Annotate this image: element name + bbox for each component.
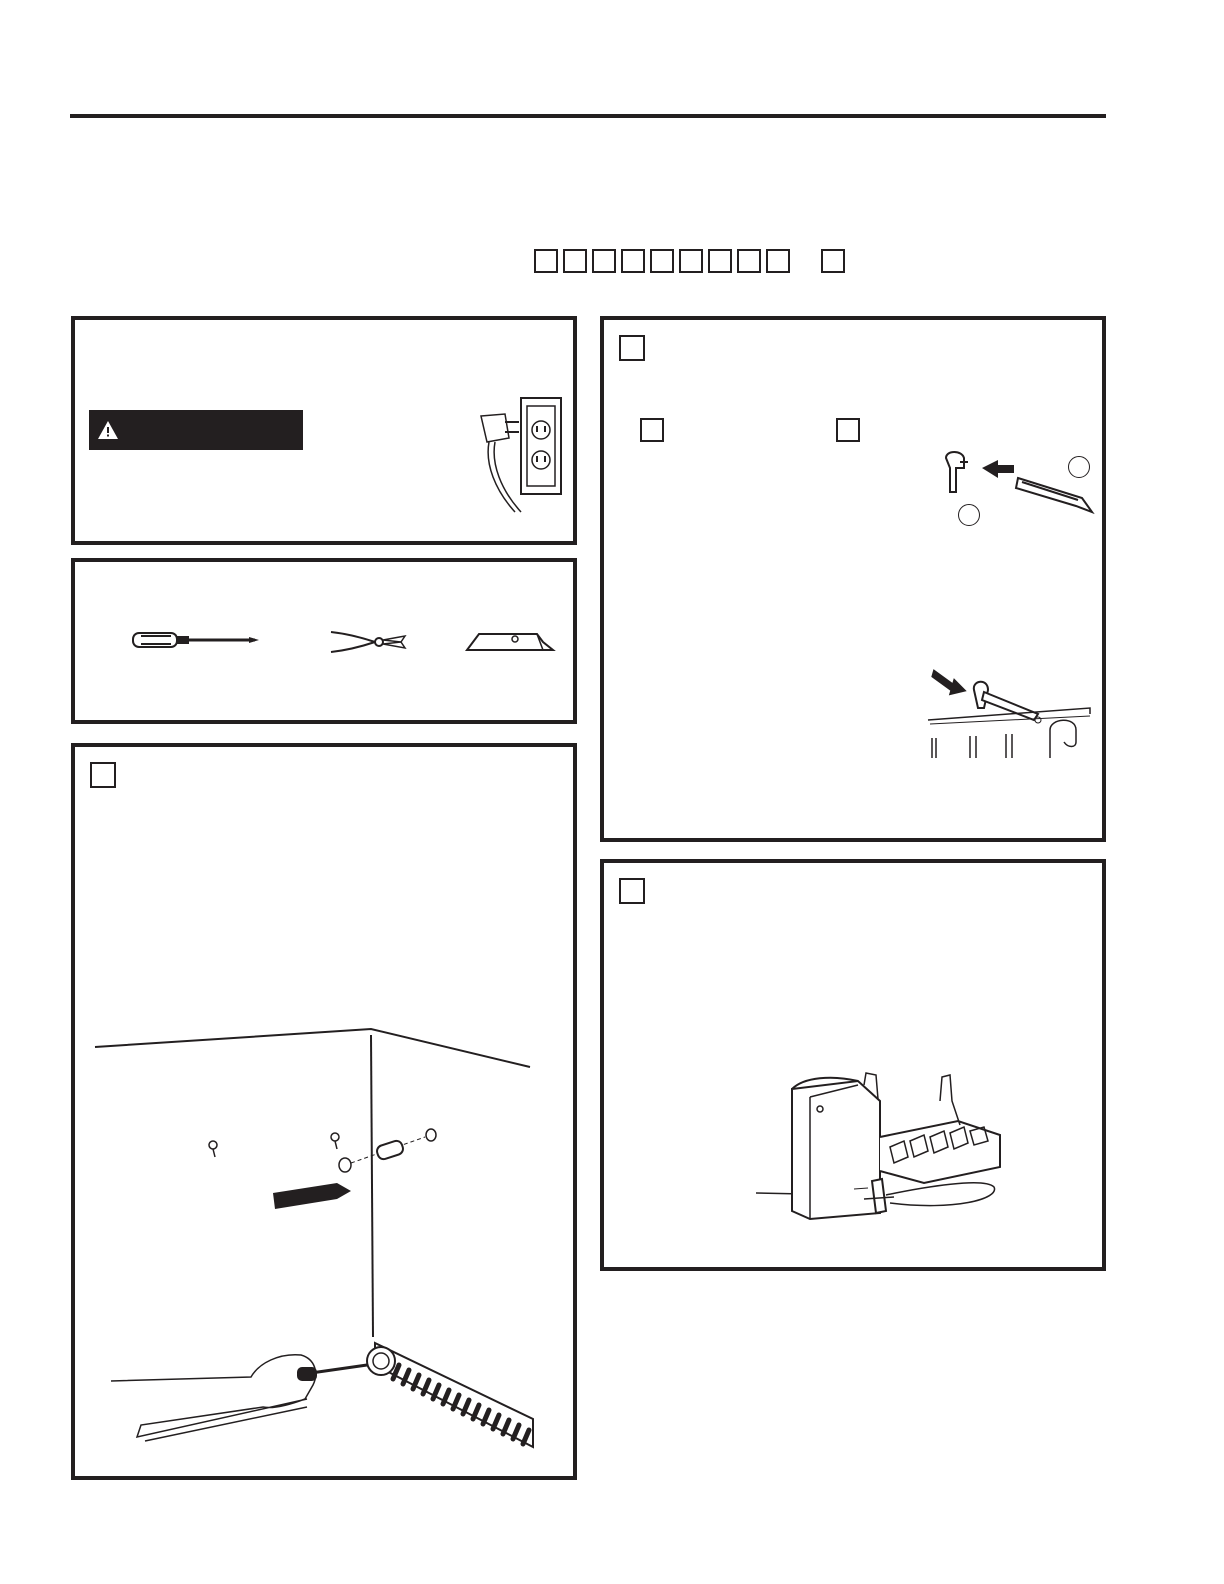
fill-tube-illustration bbox=[942, 448, 1102, 528]
model-char-box bbox=[737, 249, 761, 273]
screwdriver-icon bbox=[131, 630, 261, 650]
pliers-icon bbox=[329, 628, 409, 656]
fill-cup-illustration bbox=[922, 668, 1098, 764]
refrigerator-back-illustration bbox=[75, 1027, 573, 1467]
model-char-box bbox=[621, 249, 645, 273]
warning-panel bbox=[71, 316, 577, 545]
step-panel-install bbox=[600, 316, 1106, 842]
model-char-box bbox=[708, 249, 732, 273]
warning-banner bbox=[89, 410, 303, 450]
model-char-box bbox=[650, 249, 674, 273]
step-number-box bbox=[619, 335, 645, 361]
icemaker-illustration bbox=[754, 1071, 1004, 1231]
sub-step-box bbox=[836, 418, 860, 442]
model-char-box bbox=[563, 249, 587, 273]
step-panel-icemaker bbox=[600, 859, 1106, 1271]
model-number-boxes bbox=[534, 249, 845, 273]
model-char-box bbox=[679, 249, 703, 273]
power-outlet-icon bbox=[471, 394, 567, 524]
warning-triangle-icon bbox=[97, 420, 119, 440]
step-number-box bbox=[619, 878, 645, 904]
tools-panel bbox=[71, 558, 577, 724]
step-number-box bbox=[90, 762, 116, 788]
model-char-box bbox=[766, 249, 790, 273]
utility-knife-icon bbox=[465, 630, 557, 654]
header-rule bbox=[70, 114, 1106, 118]
model-char-box bbox=[592, 249, 616, 273]
sub-step-box bbox=[640, 418, 664, 442]
model-char-box bbox=[534, 249, 558, 273]
step-panel-remove bbox=[71, 743, 577, 1480]
model-char-box bbox=[821, 249, 845, 273]
